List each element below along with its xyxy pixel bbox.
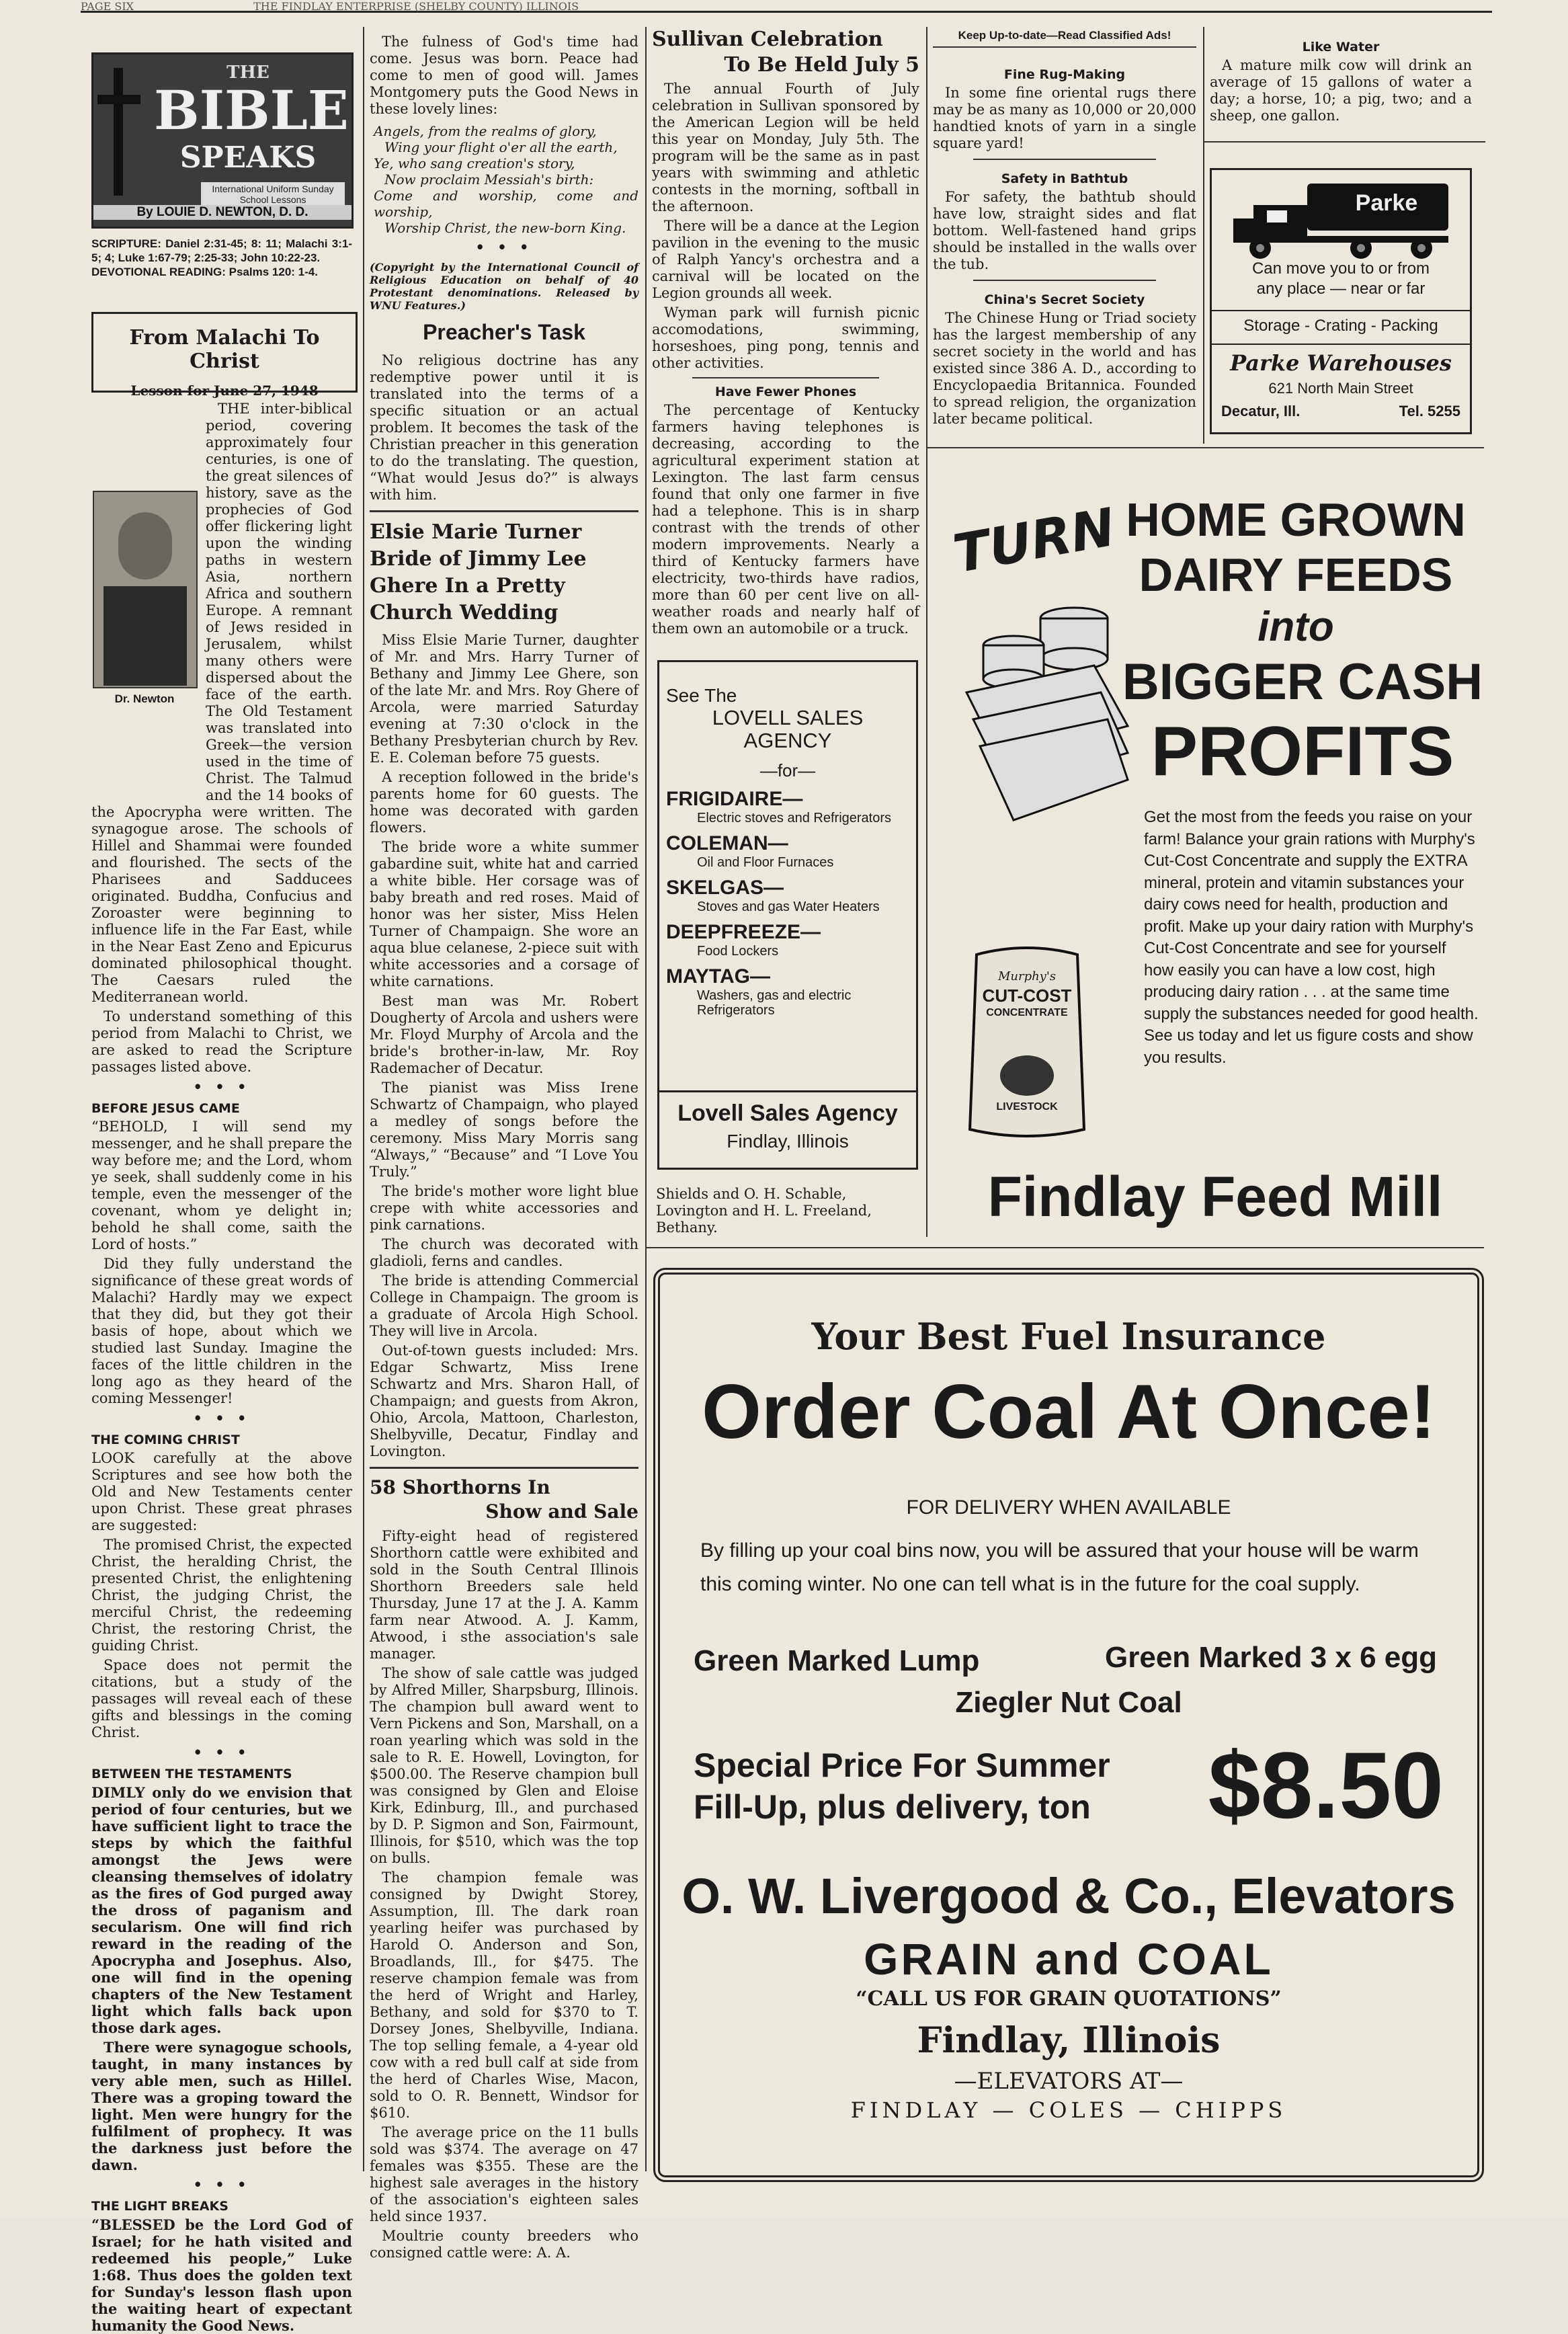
coal-price: $8.50 [1208, 1732, 1444, 1838]
ad-company-name: Lovell Sales Agency [677, 1100, 898, 1126]
lovell-product-desc: Washers, gas and electric Refrigerators [697, 988, 852, 1018]
bible-paragraph: DIMLY only do we envision that period of four centuries, but we have sufficient light to trace the steps by which the faithful amongst the Jews were cleansing themselves of idolatry as the fires of God purged away the dross of paganism and secularism. One will find rich reward in the reading of the Apocrypha and Josephus. Also, one will find in the opening chapters of the New Testament light which falls back upon those dark ages. [91, 1784, 352, 2036]
cross-icon [114, 68, 123, 196]
ad-subhead: FOR DELIVERY WHEN AVAILABLE [906, 1496, 1231, 1519]
article-paragraph: The annual Fourth of July celebration in Sullivan sponsored by the American Legion will be held this year on Monday, July 5th. The program will be the same as in past years with swimming and athletic contests in the morning, softball in the afternoon. [652, 81, 919, 214]
article-paragraph: The pianist was Miss Irene Schwartz of Champaign, who played a medley of songs before the ceremony. Miss Mary Morris sang “Always,” “Because” and “I Love You Truly.” [370, 1080, 638, 1180]
section-rule [647, 1247, 1484, 1248]
article-paragraph: A reception followed in the bride's parents home for 60 guests. The home was decorated with garden flowers. [370, 769, 638, 836]
lovell-product-desc: Food Lockers [697, 944, 779, 959]
article-paragraph: Moultrie county breeders who consigned cattle were: A. A. [370, 2228, 638, 2261]
column-rule [363, 27, 364, 2171]
article-paragraph: The champion female was consigned by Dwight Storey, Assumption, Ill. The dark roan yearling heifer was purchased by Harold O. Anderson and Son, Broadlands, Ill., for $475. The reserve champion female was from the herd of Wright and Harley, Bethany, and sold for $370 to T. Dorsey Jones, Shelbyville, Indiana. The top selling female, a 4-year old cow with a red bull calf at side from the herd of Charles Wise, Macon, sold to O. R. Bennett, Windsor for $610. [370, 1869, 638, 2121]
ad-text: —for— [759, 760, 816, 780]
ad-locations: FINDLAY — COLES — CHIPPS [850, 2097, 1287, 2123]
ad-call: “CALL US FOR GRAIN QUOTATIONS” [856, 1987, 1282, 2011]
ad-title: AGENCY [743, 729, 832, 752]
bible-paragraph: LOOK carefully at the above Scriptures and see how both the Old and New Testaments center upon Christ. These great phrases are suggested: [91, 1450, 352, 1533]
headline-wedding: Elsie Marie Turner Bride of Jimmy Lee Ghere In a Pretty Church Wedding [370, 520, 587, 625]
article-paragraph: The bride wore a white summer gabardine suit, white hat and carried a white bible. Her corsage was of baby breath and red roses. Maid of honor was her sister, Miss Helen Turner of Champaign. She wore an aqua blue celanese, 2-piece suit with white accessories and a corsage of white carnations. [370, 839, 638, 990]
article-paragraph: The Chinese Hung or Triad society has the largest membership of any secret society in the world and has existed since 386 A. D., according to Encyclopaedia Britannica. Founded to spread religion, the organization later became political. [933, 310, 1196, 427]
findlay-feed-mill-ad [933, 457, 1491, 1244]
lesson-date: Lesson for June 27, 1948 [130, 383, 319, 399]
article-paragraph: Shields and O. H. Schable, Lovington and H. L. Freeland, Bethany. [656, 1186, 872, 1236]
article-paragraph: The percentage of Kentucky farmers having telephones is decreasing, according to the agricultural experiment station at Lexington. The last farm census found that only one farmer in five had a telephone. This is in sharp contrast with the trends of other modern improvements. Nearly a third of Kentucky farmers have electricity, two-thirds have radios, more than 60 per cent live on all-weather roads and nearly half of them own an automobile or a truck. [652, 402, 919, 637]
column-two: The fulness of God's time had come. Jesus was born. Peace had come to men of good will. James Montgomery puts the Good News in these lovely lines: Angels, from the realms of glory, Wing your flight o'er all the earth, Ye, who sang creation's story, Now proclaim Messiah's birth: Come and worship, come and worship, Worship Christ, the new-born King. • • • (Copyright by the International Council of Religious Education on behalf of 40 Protestant denominations. Released by WNU Features.) Preacher's Task No religious doctrine has any redemptive power until it is translated into the terms of a specific situation or an actual problem. It becomes the task of the Christian preacher in this generation to do the translating. The question, “What would Jesus do?” is always with him. Elsie Marie Turner Bride of Jimmy Lee Ghere In a Pretty Church Wedding Miss Elsie Marie Turner, daughter of Mr. and Mrs. Harry Turner of Bethany and Jimmy Lee Ghere, son of the late Mr. and Mrs. Roy Ghere of Arcola, were married Saturday evening at 7:30 o'clock in the Bethany Presbyterian church by Rev. E. E. Coleman before 75 guests. A reception followed in the bride's parents home for 60 guests. The home was decorated with garden flowers. The bride wore a white summer gabardine suit, white hat and carried a white bible. Her corsage was of baby breath and red roses. Maid of honor was her sister, Miss Helen Turner of Champaign. She wore an aqua blue celanese, 2-piece suit with white accessories and a corsage of white carnations. Best man was Mr. Robert Dougherty of Arcola and ushers were Mr. Floyd Murphy of Arcola and the bride's brother-in-law, Mr. Roy Rademacher of Decatur. The pianist was Miss Irene Schwartz of Champaign, who played a medley of songs before the ceremony. Miss Mary Morris sang “Always,” “Because” and “I Love You Truly.” The bride's mother wore light blue crepe with white accessories and pink carnations. The church was decorated with gladioli, ferns and candles. The bride is attending Commercial College in Champaign. The groom is a graduate of Arcola High School. They will live in Arcola. Out-of-town guests included: Mrs. Edgar Schwartz, Miss Irene Schwartz and Mrs. Sharon Hall, of Champaign; and guests from Akron, Ohio, Arcola, Mattoon, Charleston, Shelbyville, Decatur, Findlay and Lovington. 58 Shorthorns In Show and Sale Fifty-eight head of registered Shorthorn cattle were exhibited and sold in the South Central Illinois Shorthorn Breeders sale held Thursday, June 17 at the J. A. Kamm farm near Atwood. A. J. Kamm, Atwood, i sthe association's sale manager. The show of sale cattle was judged by Alfred Miller, Sharpsburg, Illinois. The champion bull award went to Vern Pickens and Son, Marshall, on a roan yearling which was sold in the sale to R. E. Howell, Lovington, for $500.00. The Reserve champion bull was consigned by Glen and Eloise Kirk, Edinburg, Ill., and purchased by D. P. Sigmon and Son, Fairmount, Illinois, for $510, which was the top on bulls. The champion female was consigned by Dwight Storey, Assumption, Ill. The dark roan yearling heifer was purchased by Harold O. Anderson and Son, Broadlands, Ill., for $475. The reserve champion female was from the herd of Wright and Harley, Bethany, and sold for $370 to T. Dorsey Jones, Shelbyville, Indiana. The top selling female, a 4-year old cow with a red bull calf at side from the herd of Charles Wise, Macon, sold to O. R. Bennett, Windsor for $610. The average price on the 11 bulls sold was $374. The average on 47 females was $355. These are the highest sale averages in the history of the association's eighteen sales held since 1937. Moultrie county breeders who consigned cattle were: A. A. [370, 34, 638, 2261]
ad-company-city: Findlay, Illinois [727, 1131, 849, 1152]
bible-paragraph: To understand something of this period from Malachi to Christ, we are asked to read the Scripture passages listed above. [91, 1008, 352, 1075]
article-paragraph: The fulness of God's time had come. Jesus was born. Peace had come to men of good will. James Montgomery puts the Good News in these lovely lines: [370, 34, 638, 117]
ad-headline: BIGGER CASH [1122, 653, 1483, 711]
section-heading: THE LIGHT BREAKS [91, 2199, 229, 2214]
article-paragraph: A mature milk cow will drink an average of 15 gallons of water a day; a horse, 10; a pig, two; and a sheep, one gallon. [1210, 57, 1472, 124]
ad-headline: DAIRY FEEDS [1139, 549, 1453, 601]
section-rule [926, 447, 1484, 448]
lesson-title: From Malachi To Christ [129, 326, 320, 373]
bag-text: CONCENTRATE [986, 1007, 1068, 1018]
article-paragraph: The show of sale cattle was judged by Alfred Miller, Sharpsburg, Illinois. The champion bull award went to Vern Pickens and Son, Marshall, on a roan yearling which was sold in the sale to R. E. Howell, Lovington, for $500.00. The Reserve champion bull was consigned by Glen and Eloise Kirk, Edinburg, Ill., and purchased by D. P. Sigmon and Son, Fairmount, Illinois, for $510, which was the top on bulls. [370, 1665, 638, 1866]
headline-shorthorns-2: Show and Sale [485, 1500, 638, 1523]
ad-headline: into [1257, 604, 1334, 650]
article-paragraph: There will be a dance at the Legion pavilion in the evening to the music of Ralph Yancy's orchestra and a carnival will be located on the Legion grounds all week. [652, 218, 919, 301]
article-paragraph: The bride is attending Commercial College in Champaign. The groom is a graduate of Arcola High School. They will live in Arcola. [370, 1273, 638, 1339]
section-heading: Safety in Bathtub [1001, 171, 1128, 186]
headline-shorthorns: 58 Shorthorns In [370, 1476, 550, 1498]
scripture-block [91, 237, 352, 279]
column-five [1210, 34, 1472, 127]
ad-title: LOVELL SALES [712, 706, 864, 729]
bible-paragraph: The promised Christ, the expected Christ, the heralding Christ, the presented Christ, the enlightening Christ, the judging Christ, the merciful Christ, the redeeming Christ, the restoring Christ, the guiding Christ. [91, 1537, 352, 1654]
section-heading: China's Secret Society [984, 292, 1145, 307]
lovell-product-desc: Electric stoves and Refrigerators [697, 811, 892, 826]
scripture-text: SCRIPTURE: Daniel 2:31-45; 8: 11; Malachi 3:1-5; 4; Luke 1:67-79; 2:25-33; John 10:22-23. [91, 237, 352, 264]
article-paragraph: The church was decorated with gladioli, ferns and candles. [370, 1236, 638, 1269]
bag-text: LIVESTOCK [996, 1101, 1058, 1113]
devotional-text: DEVOTIONAL READING: Psalms 120: 1-4. [91, 266, 318, 278]
column-four [933, 27, 1196, 444]
article-paragraph: Wyman park will furnish picnic accomodations, swimming, horseshoes, ping pong, tennis and other activities. [652, 305, 919, 371]
headline-sullivan: Sullivan Celebration [652, 28, 883, 51]
coal-item: Ziegler Nut Coal [955, 1686, 1182, 1719]
section-heading: BETWEEN THE TESTAMENTS [91, 1767, 292, 1781]
byline: By LOUIE D. NEWTON, D. D. [93, 205, 352, 220]
logo-text-speaks: SPEAKS [179, 140, 317, 175]
photo-caption: Dr. Newton [114, 692, 175, 705]
section-heading: THE COMING CHRIST [91, 1433, 240, 1447]
column-three [652, 27, 919, 645]
column-rule [645, 27, 647, 2171]
ad-body: Get the most from the feeds you raise on your farm! Balance your grain rations with Murphy's Cut-Cost Concentrate and supply the EXTRA mineral, protein and vitamin substances your dairy cows need for health, production and profit. Make up your dairy ration with Murphy's Cut-Cost Concentrate and see for yourself how easily you can have a low cost, high producing dairy ration . . . at the same time supply the substances needed for good health. See us today and let us figure costs and show you results. [1144, 808, 1479, 1067]
section-heading: BEFORE JESUS CAME [91, 1101, 240, 1116]
headline-sullivan-2: To Be Held July 5 [724, 53, 919, 77]
ad-city: Findlay, Illinois [917, 2020, 1221, 2061]
lovell-brand: FRIGIDAIRE— [666, 788, 803, 810]
ad-headline: HOME GROWN [1126, 493, 1466, 546]
lovell-product-list [659, 788, 916, 1018]
column-three-tail [656, 1186, 918, 1239]
column-rule [1203, 27, 1204, 444]
logo-text-lessons: International Uniform Sunday School Lessons [201, 182, 345, 206]
poem: Angels, from the realms of glory, Wing your flight o'er all the earth, Ye, who sang creation's story, Now proclaim Messiah's birth: Come and worship, come and worship, Worship Christ, the new-born King. [374, 123, 638, 236]
bible-article: THE inter-biblical period, covering approximately four centuries, is one of the great silences of history, save as the prophecies of God offer flickering light upon the winding paths in western Asia, northern Africa and southern Europe. A remnant of Jews resided in Jerusalem, whilst many others were dispersed about the face of the earth. The Old Testament was translated into Greek—the version used in the time of Christ. The Talmud and the 14 books of the Apocrypha were written. The synagogue arose. The schools of Hillel and Shammai were founded and flourished. The sects of the Pharisees and Sadducees originated. Buddha, Confucius and Zoroaster were beginning to influence life in the Far East, while in the Near East Zeno and Epicurus dominated philosophical thought. The Caesars ruled the Mediterranean world. To understand something of this period from Malachi to Christ, we are asked to read the Scripture passages listed above. • • • BEFORE JESUS CAME “BEHOLD, I will send my messenger, and he shall prepare the way before me; and the Lord, whom ye seek, shall suddenly come in his temple, even the messenger of the covenant, whom ye delight in; behold he shall come, saith the Lord of hosts.” Did they fully understand the significance of these great words of Malachi? Hardly may we expect that they did, but they got their basis of hope, about which we studied last Sunday. Imagine the faces of the little children in the long ago as they heard of the coming Messenger! • • • THE COMING CHRIST LOOK carefully at the above Scriptures and see how both the Old and New Testaments center upon Christ. These great phrases are suggested: The promised Christ, the expected Christ, the heralding Christ, the presented Christ, the enlightening Christ, the judging Christ, the merciful Christ, the redeeming Christ, the restoring Christ, the guiding Christ. Space does not permit the citations, but a study of the passages will reveal each of these gifts and blessings in the coming Christ. • • • BETWEEN THE TESTAMENTS DIMLY only do we envision that period of four centuries, but we have sufficient light to trace the steps by which the faithful amongst the Jews were cleansing themselves of idolatry as the fires of God purged away the dross of paganism and secularism. One will find rich reward in the reading of the Apocrypha and Josephus. Also, one will find in the opening chapters of the New Testament light which falls back upon those dark ages. There were synagogue schools, taught, in many instances by very able men, such as Hillel. There was a groping toward the light. Men were hungry for the fulfilment of prophecy. It was the darkness just before the dawn. • • • THE LIGHT BREAKS “BLESSED be the Lord God of Israel; for he hath visited and redeemed his people,” Luke 1:68. Thus does the golden text for Sunday's lesson flash upon the waiting heart of expectant humanity the Good News. [91, 401, 352, 2334]
bible-paragraph: “BEHOLD, I will send my messenger, and he shall prepare the way before me; and the Lord, whom ye seek, shall suddenly come in his temple, even the messenger of the covenant, whom ye delight in; behold he shall come, saith the Lord of hosts.” [91, 1119, 352, 1252]
bible-paragraph: “BLESSED be the Lord God of Israel; for he hath visited and redeemed his people,” Luke 1:68. Thus does the golden text for Sunday's lesson flash upon the waiting heart of expectant humanity the Good News. [91, 2216, 352, 2334]
ad-grain-coal: GRAIN and COAL [864, 1934, 1274, 1984]
section-heading: Have Fewer Phones [714, 385, 857, 399]
bible-paragraph: Space does not permit the citations, but a study of the passages will reveal each of these gifts and blessings in the coming Christ. [91, 1657, 352, 1740]
parke-tagline: Can move you to or from any place — near or far [1251, 259, 1430, 298]
ad-turn: TURN [949, 497, 1120, 586]
bible-paragraph: Did they fully understand the significance of these great words of Malachi? Hardly may we expect that they did, but they got their basis of hope, about which we studied last Sunday. Imagine the faces of the little children in the long ago as they heard of the coming Messenger! [91, 1256, 352, 1406]
ad-text: See The [666, 685, 737, 706]
bible-paragraph: There were synagogue schools, taught, in many instances by very able men, such as Hillel. There was a groping toward the light. Men were hungry for the fulfilment of prophecy. It was the darkness just before the dawn. [91, 2039, 352, 2173]
bible-paragraph: THE inter-biblical period, covering approximately four centuries, is one of the great silences of history, save as the prophecies of God offer flickering light upon the winding paths in western Asia, northern Africa and southern Europe. A remnant of Jews resided in Jerusalem, whilst many others were dispersed about the face of the earth. The Old Testament was translated into Greek—the version used in the time of Christ. The Talmud and the 14 books of the Apocrypha were written. The synagogue arose. The schools of Hillel and Shammai were founded and flourished. The sects of the Pharisees and Sadducees originated. Buddha, Confucius and Zoroaster were beginning to influence life in the Far East, while in the Near East Zeno and Epicurus dominated philosophical thought. The Caesars ruled the Mediterranean world. [91, 401, 352, 1005]
article-paragraph: For safety, the bathtub should have low, straight sides and flat bottom. Well-fastened hand grips should be installed in the walls over the tub. [933, 189, 1196, 272]
ad-special: Fill-Up, plus delivery, ton [694, 1788, 1091, 1826]
coal-item: Green Marked Lump [694, 1644, 980, 1677]
parke-warehouses-ad [1210, 168, 1472, 434]
masthead: PAGE SIX THE FINDLAY ENTERPRISE (SHELBY COUNTY) ILLINOIS [81, 0, 1492, 13]
ad-headline: Order Coal At Once! [702, 1369, 1436, 1455]
parke-services: Storage - Crating - Packing [1243, 317, 1438, 335]
article-paragraph: Miss Elsie Marie Turner, daughter of Mr. and Mrs. Harry Turner of Bethany and Jimmy Lee Ghere, son of the late Mr. and Mrs. Roy Ghere of Arcola, were married Saturday evening at 7:30 o'clock in the Bethany Presbyterian church by Rev. E. E. Coleman before 75 guests. [370, 632, 638, 766]
logo-text-bible: BIBLE [154, 79, 349, 142]
parke-company-name: Parke Warehouses [1230, 350, 1452, 376]
classified-banner: Keep Up-to-date—Read Classified Ads! [933, 27, 1196, 48]
headline-preachers-task: Preacher's Task [423, 320, 585, 344]
lovell-brand: SKELGAS— [666, 877, 784, 899]
ad-elevators: —ELEVATORS AT— [954, 2068, 1184, 2095]
lovell-product-desc: Oil and Floor Furnaces [697, 855, 834, 870]
article-paragraph: The average price on the 11 bulls sold was $374. The average on 47 females was $355. These are the highest sale averages in the history of the association's eighteen sales held since 1937. [370, 2124, 638, 2224]
parke-city: Decatur, Ill. [1221, 403, 1301, 419]
article-paragraph: Out-of-town guests included: Mrs. Edgar Schwartz, Miss Irene Schwartz and Mrs. Sharon Hall, of Champaign; and guests from Akron, Ohio, Arcola, Mattoon, Charleston, Shelbyville, Decatur, Findlay and Lovington. [370, 1342, 638, 1459]
lesson-title-box [91, 312, 358, 399]
lovell-brand: COLEMAN— [666, 832, 788, 854]
bag-brand: Murphy's [997, 969, 1057, 983]
column-rule [926, 27, 927, 1237]
logo-text-the: THE [226, 63, 270, 83]
ad-company-name: O. W. Livergood & Co., Elevators [682, 1868, 1456, 1924]
lovell-product-desc: Stoves and gas Water Heaters [697, 899, 880, 914]
bag-text: CUT-COST [982, 985, 1072, 1006]
bible-speaks-logo [91, 52, 354, 229]
copyright-note: (Copyright by the International Council of Religious Education on behalf of 40 Protestant denominations. Released by WNU Features.) [370, 261, 638, 312]
parke-phone: Tel. 5255 [1399, 403, 1460, 419]
livergood-coal-ad [653, 1268, 1484, 2182]
coins-and-bills-illustration [960, 592, 1134, 834]
lovell-brand: DEEPFREEZE— [666, 921, 821, 943]
ad-headline: PROFITS [1151, 713, 1454, 791]
lovell-footer [659, 1090, 916, 1168]
lovell-brand: MAYTAG— [666, 965, 771, 988]
ad-body: By filling up your coal bins now, you will be assured that your house will be warm this coming winter. No one can tell what is in the future for the coal supply. [700, 1539, 1419, 1595]
coal-item: Green Marked 3 x 6 egg [1105, 1641, 1437, 1674]
article-paragraph: In some fine oriental rugs there may be as many as 10,000 or 20,000 handtied knots of yarn in a single square yard! [933, 85, 1196, 151]
article-paragraph: No religious doctrine has any redemptive power until it is translated into the terms of a specific situation or an actual problem. It becomes the task of the Christian preacher in this generation to do the translating. The question, “What would Jesus do?” is always with him. [370, 352, 638, 503]
truck-label: Parke [1355, 190, 1418, 216]
ad-company-name: Findlay Feed Mill [987, 1165, 1443, 1228]
section-heading: Fine Rug-Making [1003, 67, 1126, 82]
article-paragraph: The bride's mother wore light blue crepe with white accessories and pink carnations. [370, 1183, 638, 1233]
ad-special: Special Price For Summer [694, 1746, 1110, 1784]
article-paragraph: Fifty-eight head of registered Shorthorn cattle were exhibited and sold in the South Central Illinois Shorthorn Breeders sale held Thursday, June 17 at the J. A. Kamm farm near Atwood. A. J. Kamm, Atwood, i sthe association's sale manager. [370, 1528, 638, 1662]
lovell-sales-ad [657, 660, 918, 1170]
article-paragraph: Best man was Mr. Robert Dougherty of Arcola and ushers were Mr. Floyd Murphy of Arcola and the bride's brother-in-law, Mr. Roy Rademacher of Decatur. [370, 993, 638, 1076]
section-heading: Like Water [1302, 40, 1380, 54]
ad-tagline: Your Best Fuel Insurance [811, 1315, 1326, 1358]
parke-address: 621 North Main Street [1268, 380, 1413, 397]
